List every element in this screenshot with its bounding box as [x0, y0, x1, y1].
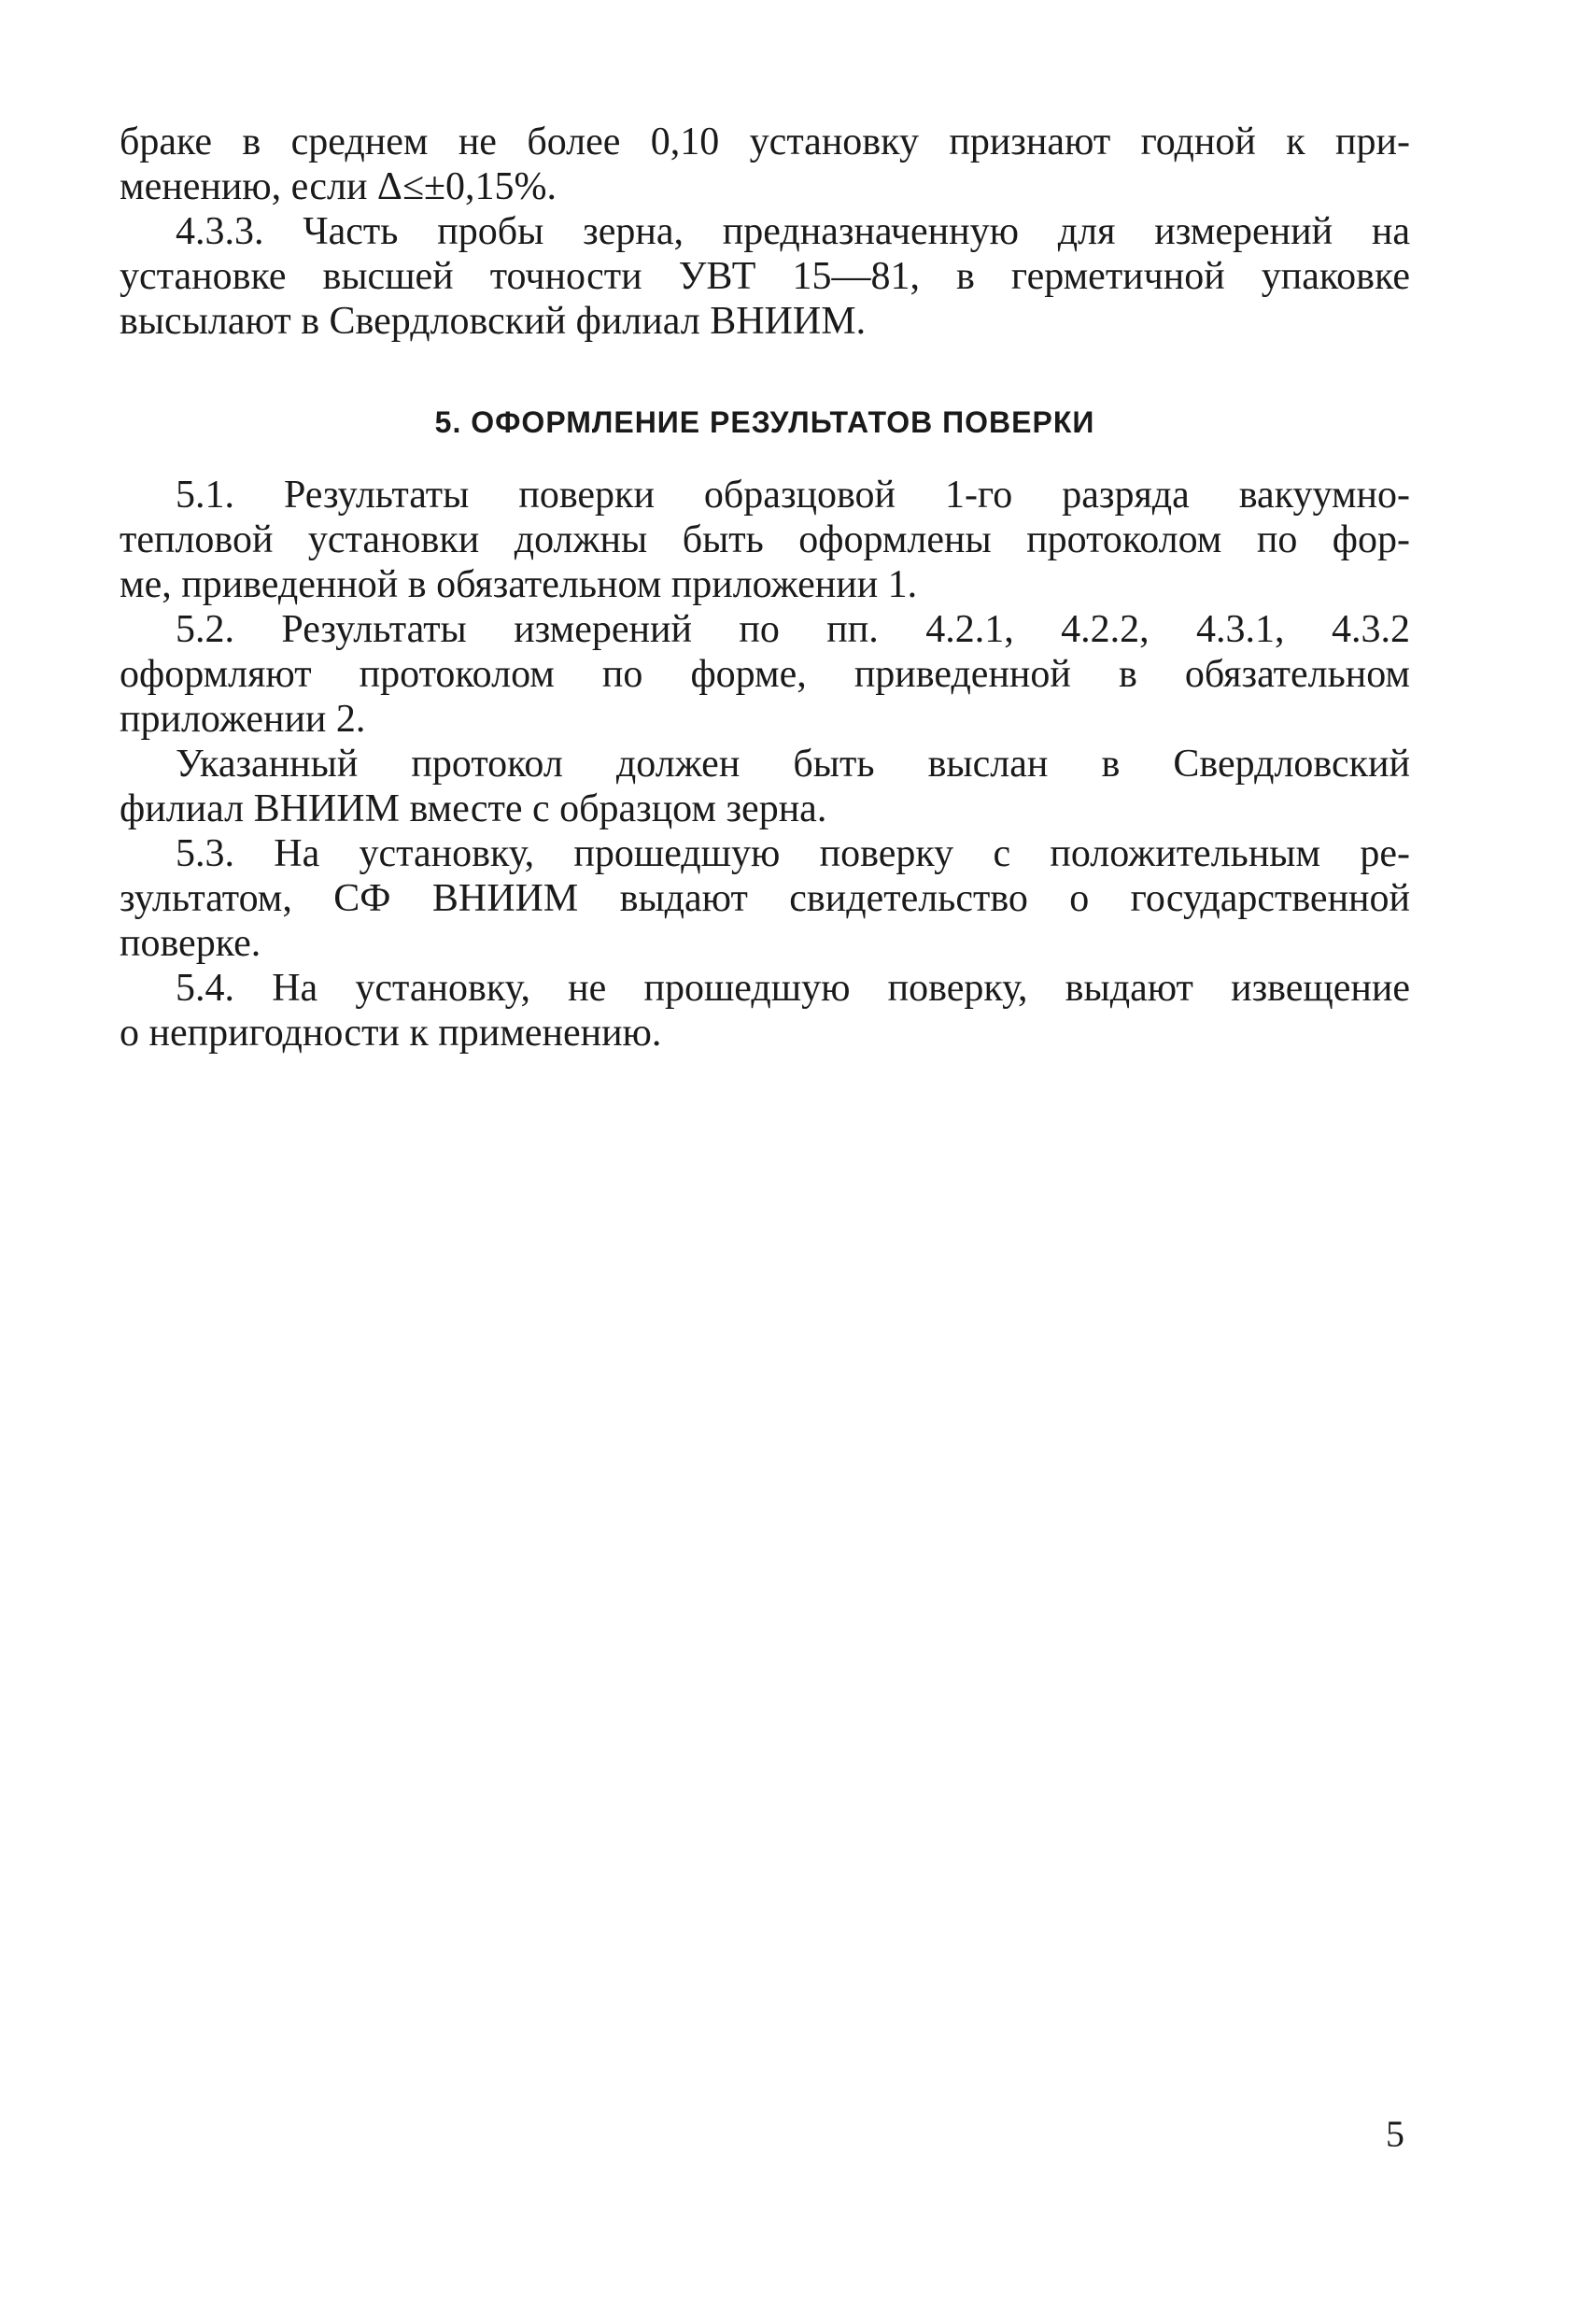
- clause-5-2: [120, 607, 1410, 742]
- continuation-paragraph: [120, 120, 1410, 209]
- text-line: 5.2. Результаты измерений по пп. 4.2.1, 4.2.2, 4.3.1, 4.3.2: [176, 608, 1410, 651]
- clause-5-1: [120, 473, 1410, 607]
- text-line: зультатом, СФ ВНИИМ выдают свидетельство о государственной: [120, 877, 1410, 920]
- clause-5-3: [120, 831, 1410, 966]
- text-line: установке высшей точности УВТ 15—81, в герметичной упаковке: [120, 255, 1410, 298]
- clause-4-3-3: [120, 209, 1410, 344]
- text-line: филиал ВНИИМ вместе с образцом зерна.: [120, 787, 827, 830]
- text-line: тепловой установки должны быть оформлены протоколом по фор-: [120, 518, 1410, 561]
- text-line: Указанный протокол должен быть выслан в Свердловский: [176, 743, 1410, 786]
- text-line: поверке.: [120, 922, 261, 965]
- document-page: [120, 120, 1410, 1056]
- text-line: приложении 2.: [120, 698, 366, 741]
- text-line: 4.3.3. Часть пробы зерна, предназначенную для измерений на: [176, 210, 1410, 253]
- text-line: браке в среднем не более 0,10 установку признают годной к при-: [120, 120, 1410, 163]
- text-line: менению, если Δ≤±0,15%.: [120, 165, 557, 208]
- text-line: ме, приведенной в обязательном приложении 1.: [120, 563, 918, 606]
- text-line: о непригодности к применению.: [120, 1012, 662, 1055]
- text-line: оформляют протоколом по форме, приведенной в обязательном: [120, 653, 1410, 696]
- text-line: 5.1. Результаты поверки образцовой 1-го разряда вакуумно-: [176, 474, 1410, 517]
- text-line: 5.3. На установку, прошедшую поверку с положительным ре-: [176, 832, 1410, 875]
- clause-5-2-note: [120, 742, 1410, 831]
- section-heading: 5. ОФОРМЛЕНИЕ РЕЗУЛЬТАТОВ ПОВЕРКИ: [434, 405, 1095, 439]
- text-line: высылают в Свердловский филиал ВНИИМ.: [120, 300, 867, 343]
- text-line: 5.4. На установку, не прошедшую поверку, выдают извещение: [176, 967, 1410, 1010]
- clause-5-4: [120, 966, 1410, 1056]
- page-number: 5: [1386, 2113, 1404, 2155]
